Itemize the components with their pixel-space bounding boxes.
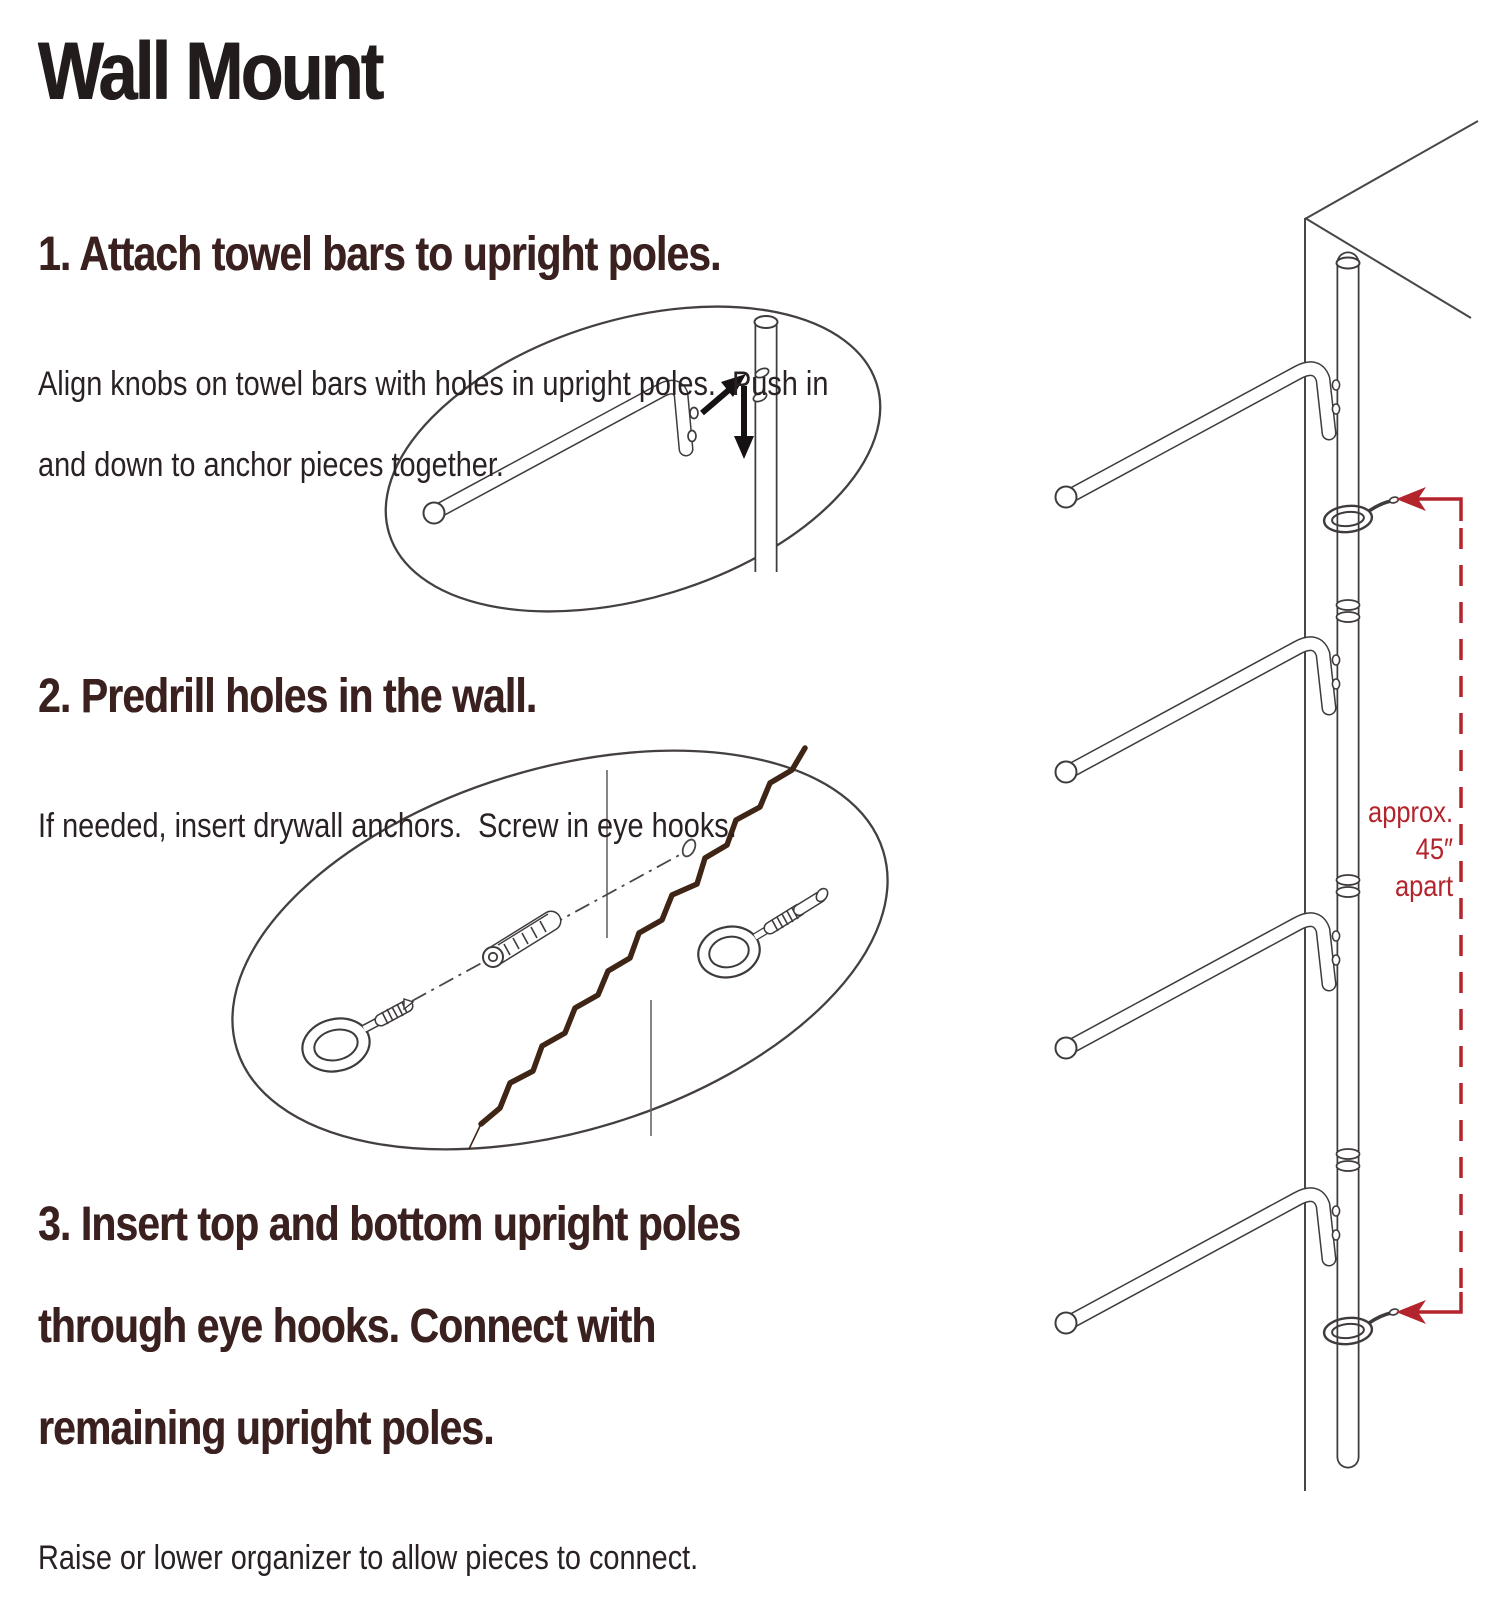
towel-bar-assembled-drawing bbox=[1056, 644, 1340, 783]
spacing-dimension-line bbox=[1396, 487, 1461, 1324]
towel-bar-assembled-drawing bbox=[1056, 369, 1340, 508]
step-heading-line: remaining upright poles. bbox=[38, 1402, 494, 1455]
step-2-heading bbox=[38, 628, 737, 766]
eye-hook-top-drawing bbox=[1323, 496, 1399, 534]
step-body-line: Raise or lower organizer to allow pieces to connect. bbox=[38, 1539, 699, 1577]
spacing-label-line: 45″ bbox=[1415, 833, 1453, 866]
step-body-line: and down to anchor pieces together. bbox=[38, 446, 504, 484]
step-heading-line: through eye hooks. Connect with bbox=[38, 1300, 656, 1353]
step-2 bbox=[38, 628, 860, 885]
step-1 bbox=[38, 186, 968, 524]
step-body-line: If needed, insert drywall anchors. Screw in eye hooks. bbox=[38, 807, 737, 845]
step-body-line: Align knobs on towel bars with holes in upright poles. Push in bbox=[38, 365, 829, 403]
step-1-body bbox=[38, 326, 828, 524]
step-heading-line: 2. Predrill holes in the wall. bbox=[38, 670, 537, 723]
towel-bar-assembled-drawing bbox=[1056, 920, 1340, 1059]
step-3 bbox=[38, 1156, 864, 1617]
spacing-label-line: apart bbox=[1394, 870, 1453, 903]
towel-bar-assembled-drawing bbox=[1056, 1195, 1340, 1334]
step-heading-line: 3. Insert top and bottom upright poles bbox=[38, 1198, 741, 1251]
spacing-label-line: approx. bbox=[1367, 796, 1453, 829]
upright-pole-assembled-drawing bbox=[1337, 258, 1360, 1458]
step-3-heading bbox=[38, 1156, 740, 1498]
step-2-body bbox=[38, 768, 737, 885]
page-title: Wall Mount bbox=[38, 26, 382, 117]
step-heading-line: 1. Attach towel bars to upright poles. bbox=[38, 228, 721, 281]
step-3-body bbox=[38, 1500, 740, 1617]
step-1-heading bbox=[38, 186, 828, 324]
spacing-annotation bbox=[1368, 794, 1453, 905]
eye-hook-bottom-drawing bbox=[1323, 1308, 1399, 1346]
